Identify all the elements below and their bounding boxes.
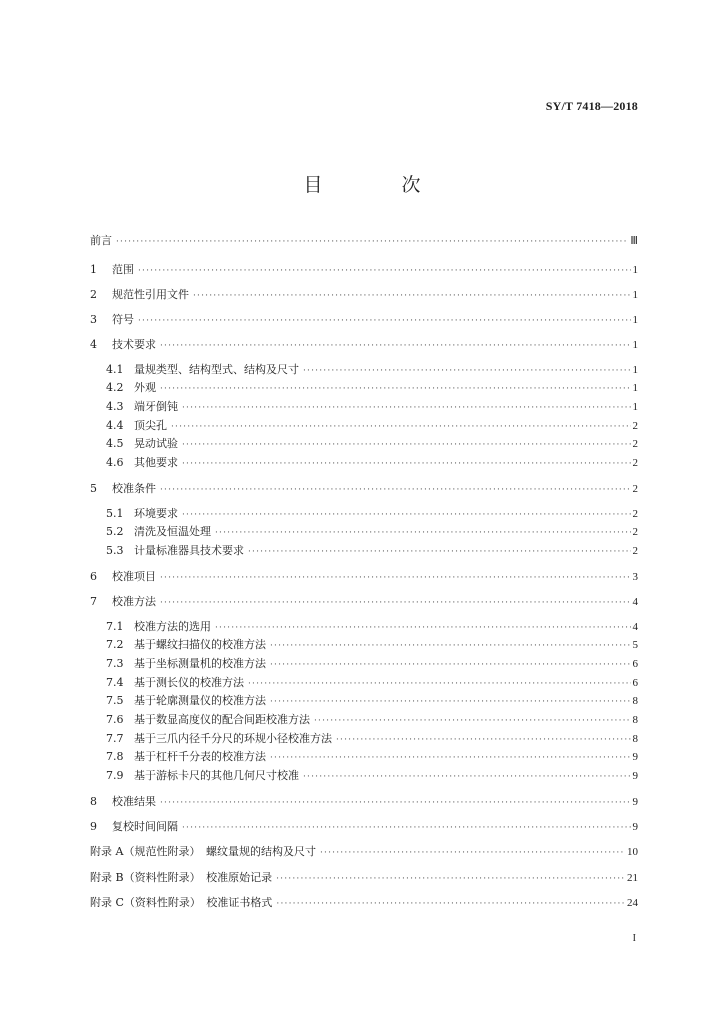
- toc-leader-dots: [215, 620, 631, 636]
- toc-entry-page: 24: [627, 897, 638, 909]
- toc-entry-page: 9: [632, 770, 638, 782]
- toc-entry-number: 4.3: [106, 400, 124, 413]
- toc-entry-label: 顶尖孔: [134, 419, 167, 432]
- toc-entry-label: 基于坐标测量机的校准方法: [134, 657, 266, 670]
- toc-entry-label: 校准方法的选用: [134, 620, 211, 633]
- toc-leader-dots: [182, 400, 631, 416]
- toc-entry-number: 4.4: [106, 419, 124, 432]
- toc-leader-dots: [314, 713, 631, 729]
- toc-entry-number: 7.4: [106, 676, 124, 689]
- toc-entry-label: 环境要求: [134, 507, 178, 520]
- toc-entry-page: 4: [632, 621, 638, 633]
- toc-entry-page: 8: [632, 733, 638, 745]
- toc-entry-label: 清洗及恒温处理: [134, 525, 211, 538]
- toc-entry-number: 4.6: [106, 456, 124, 469]
- toc-entry-number: 7: [90, 595, 97, 608]
- toc-entry-number: 1: [90, 263, 97, 276]
- toc-leader-dots: [160, 570, 631, 586]
- toc-entry[interactable]: [106, 455, 638, 471]
- toc-entry-label: 计量标准器具技术要求: [134, 544, 244, 557]
- toc-entry-label: 基于三爪内径千分尺的环规小径校准方法: [134, 732, 332, 745]
- toc-entry[interactable]: [106, 637, 638, 653]
- toc-entry[interactable]: [90, 594, 638, 610]
- toc-entry-number: 7.9: [106, 769, 124, 782]
- toc-entry-page: 1: [632, 289, 638, 301]
- toc-leader-dots: [276, 871, 625, 887]
- toc-entry-number: 2: [90, 288, 97, 301]
- toc-leader-dots: [320, 845, 625, 861]
- toc-entry-page: 6: [632, 677, 638, 689]
- toc-entry-page: 21: [627, 872, 638, 884]
- toc-entry-label: 基于杠杆千分表的校准方法: [134, 750, 266, 763]
- toc-entry[interactable]: [106, 362, 638, 378]
- toc-entry[interactable]: [90, 870, 638, 886]
- page-number: I: [632, 933, 636, 944]
- toc-entry-page: 1: [632, 339, 638, 351]
- toc-leader-dots: [276, 896, 625, 912]
- toc-entry-page: 2: [632, 508, 638, 520]
- toc-entry-page: 8: [632, 714, 638, 726]
- toc-leader-dots: [248, 676, 631, 692]
- toc-entry[interactable]: [90, 312, 638, 328]
- toc-entry-label: 附录 C（资料性附录） 校准证书格式: [90, 896, 273, 909]
- toc-entry-page: 4: [632, 596, 638, 608]
- toc-leader-dots: [160, 338, 631, 354]
- toc-leader-dots: [336, 732, 631, 748]
- toc-entry-label: 外观: [134, 381, 156, 394]
- toc-entry-number: 4.2: [106, 381, 124, 394]
- toc-entry-number: 5.3: [106, 544, 124, 557]
- toc-entry-label: 基于游标卡尺的其他几何尺寸校准: [134, 769, 299, 782]
- toc-leader-dots: [160, 595, 631, 611]
- toc-entry-page: 2: [632, 483, 638, 495]
- toc-entry-label: 晃动试验: [134, 437, 178, 450]
- toc-entry-label: 基于螺纹扫描仪的校准方法: [134, 638, 266, 651]
- toc-leader-dots: [270, 694, 631, 710]
- toc-entry-page: 1: [632, 314, 638, 326]
- toc-entry-page: 3: [632, 571, 638, 583]
- toc-entry-page: 9: [632, 796, 638, 808]
- toc-entry[interactable]: [106, 619, 638, 635]
- toc-entry-number: 7.8: [106, 750, 124, 763]
- toc-leader-dots: [160, 381, 631, 397]
- toc-leader-dots: [160, 795, 631, 811]
- toc-entry-label: 基于轮廓测量仪的校准方法: [134, 694, 266, 707]
- toc-entry-number: 7.5: [106, 694, 124, 707]
- toc-entry-number: 7.2: [106, 638, 124, 651]
- toc-entry-page: 2: [632, 438, 638, 450]
- toc-entry[interactable]: [106, 656, 638, 672]
- toc-entry[interactable]: [90, 287, 638, 303]
- toc-entry-number: 4.1: [106, 363, 124, 376]
- toc-entry-label: 附录 A（规范性附录） 螺纹量规的结构及尺寸: [90, 845, 316, 858]
- toc-leader-dots: [182, 507, 631, 523]
- toc-entry-number: 3: [90, 313, 97, 326]
- toc-entry-page: 5: [632, 639, 638, 651]
- toc-entry[interactable]: [106, 418, 638, 434]
- toc-entry-label: 校准项目: [112, 570, 156, 583]
- toc-entry[interactable]: [106, 543, 638, 559]
- toc-entry-label: 校准结果: [112, 795, 156, 808]
- toc-entry-label: 范围: [112, 263, 134, 276]
- toc-entry[interactable]: [106, 749, 638, 765]
- toc-entry-label: 端牙倒钝: [134, 400, 178, 413]
- toc-entry-number: 5.2: [106, 525, 124, 538]
- toc-entry-number: 6: [90, 570, 97, 583]
- toc-leader-dots: [160, 482, 631, 498]
- toc-entry-number: 7.6: [106, 713, 124, 726]
- toc-leader-dots: [138, 313, 631, 329]
- toc-entry-label: 基于数显高度仪的配合间距校准方法: [134, 713, 310, 726]
- toc-entry[interactable]: [90, 569, 638, 585]
- toc-entry[interactable]: [106, 712, 638, 728]
- toc-entry-number: 5: [90, 482, 97, 495]
- toc-entry-page: 2: [632, 457, 638, 469]
- toc-entry-label: 技术要求: [112, 338, 156, 351]
- toc-entry-label: 校准方法: [112, 595, 156, 608]
- toc-entry-label: 其他要求: [134, 456, 178, 469]
- toc-entry-page: 1: [632, 264, 638, 276]
- toc-entry[interactable]: [90, 794, 638, 810]
- toc-entry-page: 10: [627, 846, 638, 858]
- standard-code: SY/T 7418—2018: [545, 99, 638, 113]
- toc-leader-dots: [270, 657, 631, 673]
- toc-entry[interactable]: [106, 399, 638, 415]
- toc-entry-number: 7.1: [106, 620, 124, 633]
- toc-entry-page: 1: [632, 382, 638, 394]
- toc-entry[interactable]: [106, 675, 638, 691]
- toc-entry-label: 附录 B（资料性附录） 校准原始记录: [90, 871, 273, 884]
- toc-entry[interactable]: [106, 506, 638, 522]
- toc-entry-number: 4.5: [106, 437, 124, 450]
- toc-entry-page: 2: [632, 420, 638, 432]
- toc-entry-page: 6: [632, 658, 638, 670]
- toc-leader-dots: [303, 769, 631, 785]
- toc-entry[interactable]: [106, 436, 638, 452]
- toc-entry-number: 5.1: [106, 507, 124, 520]
- toc-entry[interactable]: [90, 844, 638, 860]
- toc-entry-page: 2: [632, 545, 638, 557]
- toc-entry-label: 前言: [90, 234, 112, 247]
- toc-entry[interactable]: [90, 481, 638, 497]
- toc-entry-label: 量规类型、结构型式、结构及尺寸: [134, 363, 299, 376]
- toc-entry[interactable]: [90, 895, 638, 911]
- toc-entry-label: 符号: [112, 313, 134, 326]
- toc-entry[interactable]: [106, 731, 638, 747]
- toc-leader-dots: [171, 419, 631, 435]
- toc-leader-dots: [182, 456, 631, 472]
- toc-entry-number: 8: [90, 795, 97, 808]
- toc-entry-page: 1: [632, 364, 638, 376]
- toc-entry-label: 校准条件: [112, 482, 156, 495]
- toc-entry-label: 基于测长仪的校准方法: [134, 676, 244, 689]
- toc-entry-number: 7.3: [106, 657, 124, 670]
- toc-entry-number: 7.7: [106, 732, 124, 745]
- toc-entry[interactable]: [106, 524, 638, 540]
- toc-entry-page: 1: [632, 401, 638, 413]
- toc-entry[interactable]: [90, 819, 638, 835]
- toc-entry-page: 2: [632, 526, 638, 538]
- toc-entry-page: Ⅲ: [630, 235, 638, 247]
- toc-leader-dots: [270, 750, 631, 766]
- toc-leader-dots: [116, 234, 628, 250]
- page-title: 目 次: [303, 174, 451, 196]
- toc-entry-label: 复校时间间隔: [112, 820, 178, 833]
- toc-leader-dots: [193, 288, 631, 304]
- toc-leader-dots: [215, 525, 631, 541]
- toc-leader-dots: [182, 820, 631, 836]
- toc-entry-label: 规范性引用文件: [112, 288, 189, 301]
- toc-entry-page: 9: [632, 751, 638, 763]
- toc-leader-dots: [270, 638, 631, 654]
- toc-entry[interactable]: [90, 233, 638, 249]
- toc-entry[interactable]: [106, 693, 638, 709]
- toc-entry-number: 9: [90, 820, 97, 833]
- toc-entry[interactable]: [106, 380, 638, 396]
- toc-entry-number: 4: [90, 338, 97, 351]
- toc-entry[interactable]: [90, 262, 638, 278]
- toc-entry[interactable]: [90, 337, 638, 353]
- toc-leader-dots: [138, 263, 631, 279]
- toc-entry-page: 9: [632, 821, 638, 833]
- toc-entry-page: 8: [632, 695, 638, 707]
- toc-leader-dots: [303, 363, 631, 379]
- toc-leader-dots: [248, 544, 631, 560]
- toc-entry[interactable]: [106, 768, 638, 784]
- toc-leader-dots: [182, 437, 631, 453]
